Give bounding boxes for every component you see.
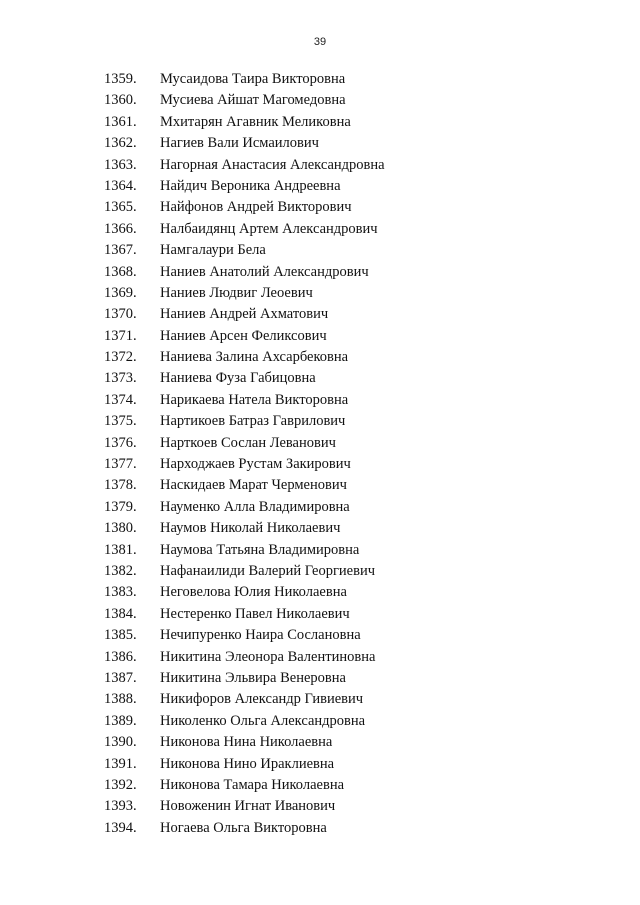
entry-name: Науменко Алла Владимировна bbox=[160, 498, 350, 515]
entry-name: Наниева Залина Ахсарбековна bbox=[160, 349, 349, 366]
entry-name: Наскидаев Марат Черменович bbox=[160, 477, 347, 494]
entry-number: 1367. bbox=[104, 242, 137, 259]
entry-name: Нарткоев Сослан Леванович bbox=[160, 434, 336, 451]
list-item bbox=[0, 390, 640, 411]
entry-name: Нафанаилиди Валерий Георгиевич bbox=[160, 562, 376, 579]
name-list bbox=[0, 69, 640, 839]
entry-number: 1365. bbox=[104, 199, 137, 216]
list-item bbox=[0, 347, 640, 368]
entry-name: Никитина Эльвира Венеровна bbox=[160, 669, 346, 686]
list-item bbox=[0, 796, 640, 817]
entry-name: Николенко Ольга Александровна bbox=[160, 712, 366, 729]
list-item bbox=[0, 582, 640, 603]
list-item bbox=[0, 625, 640, 646]
entry-name: Найфонов Андрей Викторович bbox=[160, 199, 352, 216]
entry-name: Мусиева Айшат Магомедовна bbox=[160, 92, 346, 109]
entry-number: 1382. bbox=[104, 562, 137, 579]
list-item bbox=[0, 197, 640, 218]
list-item bbox=[0, 133, 640, 154]
list-item bbox=[0, 411, 640, 432]
entry-number: 1383. bbox=[104, 584, 137, 601]
entry-number: 1391. bbox=[104, 755, 137, 772]
entry-number: 1380. bbox=[104, 520, 137, 537]
entry-number: 1393. bbox=[104, 798, 137, 815]
list-item bbox=[0, 368, 640, 389]
list-item bbox=[0, 561, 640, 582]
entry-number: 1392. bbox=[104, 776, 137, 793]
entry-name: Никитина Элеонора Валентиновна bbox=[160, 648, 376, 665]
entry-name: Неговелова Юлия Николаевна bbox=[160, 584, 347, 601]
entry-number: 1385. bbox=[104, 627, 137, 644]
list-item bbox=[0, 304, 640, 325]
list-item bbox=[0, 818, 640, 839]
entry-number: 1362. bbox=[104, 135, 137, 152]
entry-number: 1377. bbox=[104, 456, 137, 473]
list-item bbox=[0, 754, 640, 775]
entry-name: Наумов Николай Николаевич bbox=[160, 520, 341, 537]
entry-number: 1379. bbox=[104, 498, 137, 515]
entry-name: Наумова Татьяна Владимировна bbox=[160, 541, 360, 558]
entry-name: Наниев Анатолий Александрович bbox=[160, 263, 369, 280]
entry-number: 1387. bbox=[104, 669, 137, 686]
entry-number: 1370. bbox=[104, 306, 137, 323]
entry-number: 1361. bbox=[104, 113, 137, 130]
entry-name: Никонова Тамара Николаевна bbox=[160, 776, 345, 793]
entry-name: Нестеренко Павел Николаевич bbox=[160, 605, 350, 622]
entry-name: Наниев Арсен Феликсович bbox=[160, 327, 327, 344]
entry-name: Нечипуренко Наира Сослановна bbox=[160, 627, 361, 644]
entry-number: 1384. bbox=[104, 605, 137, 622]
entry-number: 1390. bbox=[104, 734, 137, 751]
list-item bbox=[0, 518, 640, 539]
entry-name: Мхитарян Агавник Меликовна bbox=[160, 113, 351, 130]
entry-number: 1386. bbox=[104, 648, 137, 665]
entry-name: Нагиев Вали Исмаилович bbox=[160, 135, 319, 152]
list-item bbox=[0, 155, 640, 176]
entry-name: Нарходжаев Рустам Закирович bbox=[160, 456, 351, 473]
entry-name: Налбаидянц Артем Александрович bbox=[160, 220, 378, 237]
entry-number: 1374. bbox=[104, 391, 137, 408]
entry-name: Наниев Людвиг Леоевич bbox=[160, 284, 313, 301]
entry-name: Наниева Фуза Габицовна bbox=[160, 370, 316, 387]
entry-number: 1360. bbox=[104, 92, 137, 109]
entry-number: 1363. bbox=[104, 156, 137, 173]
entry-name: Никонова Нина Николаевна bbox=[160, 734, 333, 751]
entry-number: 1388. bbox=[104, 691, 137, 708]
entry-name: Ногаева Ольга Викторовна bbox=[160, 819, 327, 836]
entry-number: 1375. bbox=[104, 413, 137, 430]
entry-number: 1389. bbox=[104, 712, 137, 729]
list-item bbox=[0, 540, 640, 561]
list-item bbox=[0, 326, 640, 347]
list-item bbox=[0, 475, 640, 496]
entry-number: 1378. bbox=[104, 477, 137, 494]
list-item bbox=[0, 262, 640, 283]
entry-name: Нарикаева Натела Викторовна bbox=[160, 391, 349, 408]
entry-number: 1381. bbox=[104, 541, 137, 558]
entry-name: Наниев Андрей Ахматович bbox=[160, 306, 329, 323]
entry-number: 1368. bbox=[104, 263, 137, 280]
list-item bbox=[0, 497, 640, 518]
entry-name: Найдич Вероника Андреевна bbox=[160, 177, 341, 194]
entry-name: Намгалаури Бела bbox=[160, 242, 266, 259]
list-item bbox=[0, 219, 640, 240]
entry-number: 1364. bbox=[104, 177, 137, 194]
list-item bbox=[0, 732, 640, 753]
entry-name: Новоженин Игнат Иванович bbox=[160, 798, 336, 815]
list-item bbox=[0, 283, 640, 304]
list-item bbox=[0, 454, 640, 475]
list-item bbox=[0, 90, 640, 111]
entry-number: 1394. bbox=[104, 819, 137, 836]
list-item bbox=[0, 433, 640, 454]
list-item bbox=[0, 112, 640, 133]
entry-number: 1369. bbox=[104, 284, 137, 301]
page-number: 39 bbox=[313, 36, 327, 48]
list-item bbox=[0, 647, 640, 668]
list-item bbox=[0, 176, 640, 197]
list-item bbox=[0, 775, 640, 796]
entry-number: 1359. bbox=[104, 71, 137, 87]
list-item bbox=[0, 668, 640, 689]
entry-name: Нартикоев Батраз Гаврилович bbox=[160, 413, 346, 430]
entry-name: Нагорная Анастасия Александровна bbox=[160, 156, 385, 173]
entry-name: Мусаидова Таира Викторовна bbox=[160, 71, 346, 87]
list-item bbox=[0, 240, 640, 261]
list-item bbox=[0, 69, 640, 90]
entry-number: 1376. bbox=[104, 434, 137, 451]
entry-number: 1372. bbox=[104, 349, 137, 366]
list-item bbox=[0, 689, 640, 710]
entry-number: 1366. bbox=[104, 220, 137, 237]
entry-name: Никифоров Александр Гивиевич bbox=[160, 691, 364, 708]
entry-number: 1371. bbox=[104, 327, 137, 344]
list-item bbox=[0, 604, 640, 625]
entry-number: 1373. bbox=[104, 370, 137, 387]
entry-name: Никонова Нино Ираклиевна bbox=[160, 755, 335, 772]
list-item bbox=[0, 711, 640, 732]
